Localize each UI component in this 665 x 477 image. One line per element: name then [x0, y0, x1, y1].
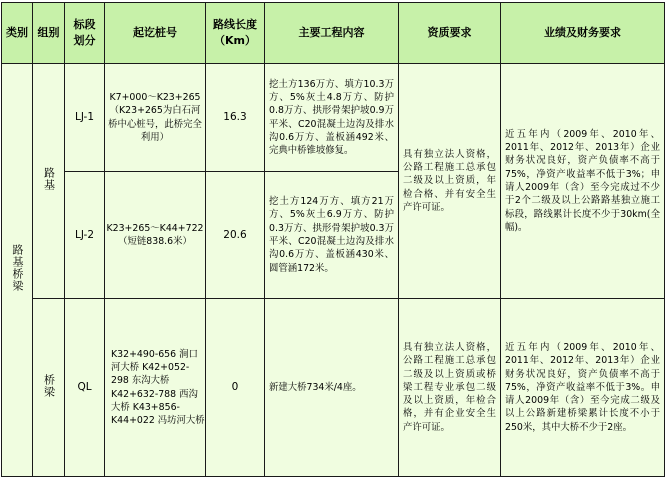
category-label: 路基桥梁: [11, 244, 24, 292]
header-row: [2, 3, 665, 64]
header-work: 主要工程内容: [265, 3, 399, 64]
section-cell: QL: [65, 299, 105, 477]
category-cell: [2, 64, 33, 477]
header-qualification: 资质要求: [399, 3, 501, 64]
chainage-cell: K7+000～K23+265（K23+265为白石河桥中心桩号，此桥完全利用）: [105, 64, 206, 172]
group-cell-subgrade: [33, 64, 65, 299]
work-cell: 挖土方136万方、填方10.3万方、5%灰土4.8万方、防护0.8万方、拱形骨架护坡0.9万平米、C20混凝土边沟及排水沟0.6万方、盖板涵492米、完典中桥锥坡修复。: [265, 64, 399, 172]
section-cell: LJ-2: [65, 172, 105, 299]
performance-cell-bridge: 近五年内（2009年、2010年、2011年、2012年、2013年）企业财务状况良好，资产负债率不高于75%，净资产收益率不低于3%。申请人2009年（含）至今完成二级及以上公路新建桥梁累计长度不小于250米，其中大桥不少于2座。: [501, 299, 665, 477]
work-cell: 新建大桥734米/4座。: [265, 299, 399, 477]
table-row: [2, 64, 665, 172]
group-cell-bridge: [33, 299, 65, 477]
header-section: 标段划分: [65, 3, 105, 64]
bid-section-table: [1, 2, 665, 477]
length-cell: 20.6: [206, 172, 265, 299]
header-chainage: 起讫桩号: [105, 3, 206, 64]
header-performance: 业绩及财务要求: [501, 3, 665, 64]
table-row: [2, 299, 665, 477]
group-label-bridge: 桥梁: [42, 373, 56, 398]
length-cell: 0: [206, 299, 265, 477]
group-label-subgrade: 路基: [42, 167, 56, 191]
work-cell: 挖土方124万方、填方21万方、5%灰土6.9万方、防护0.3万方、拱形骨架护坡0.3万平米、C20混凝土边沟及排水沟0.6万方、盖板涵430米、圆管涵172米。: [265, 172, 399, 299]
chainage-cell: K23+265～K44+722（短链838.6米）: [105, 172, 206, 299]
section-cell: LJ-1: [65, 64, 105, 172]
performance-cell-subgrade: 近五年内（2009年、2010年、2011年、2012年、2013年）企业财务状况良好，资产负债率不高于75%，净资产收益率不低于3%；申请人2009年（含）至今完成过不少于2个二级及以上公路路基独立施工标段，路线累计长度不少于30km(全幅)。: [501, 64, 665, 299]
length-cell: 16.3: [206, 64, 265, 172]
qualification-cell-subgrade: 具有独立法人资格，公路工程施工总承包二级及以上资质，年检合格、并有安全生产许可证。: [399, 64, 501, 299]
header-group: 组别: [33, 3, 65, 64]
header-category: 类别: [2, 3, 33, 64]
header-length: 路线长度（Km）: [206, 3, 265, 64]
qualification-cell-bridge: 具有独立法人资格，公路工程施工总承包二级及以上资质或桥梁工程专业承包二级及以上资质，年检合格，并有企业安全生产许可证。: [399, 299, 501, 477]
chainage-cell: K32+490-656 涧口河大桥 K42+052-298 东沟大桥 K42+632-788 西沟大桥 K43+856-K44+022 冯坊河大桥: [105, 299, 206, 477]
